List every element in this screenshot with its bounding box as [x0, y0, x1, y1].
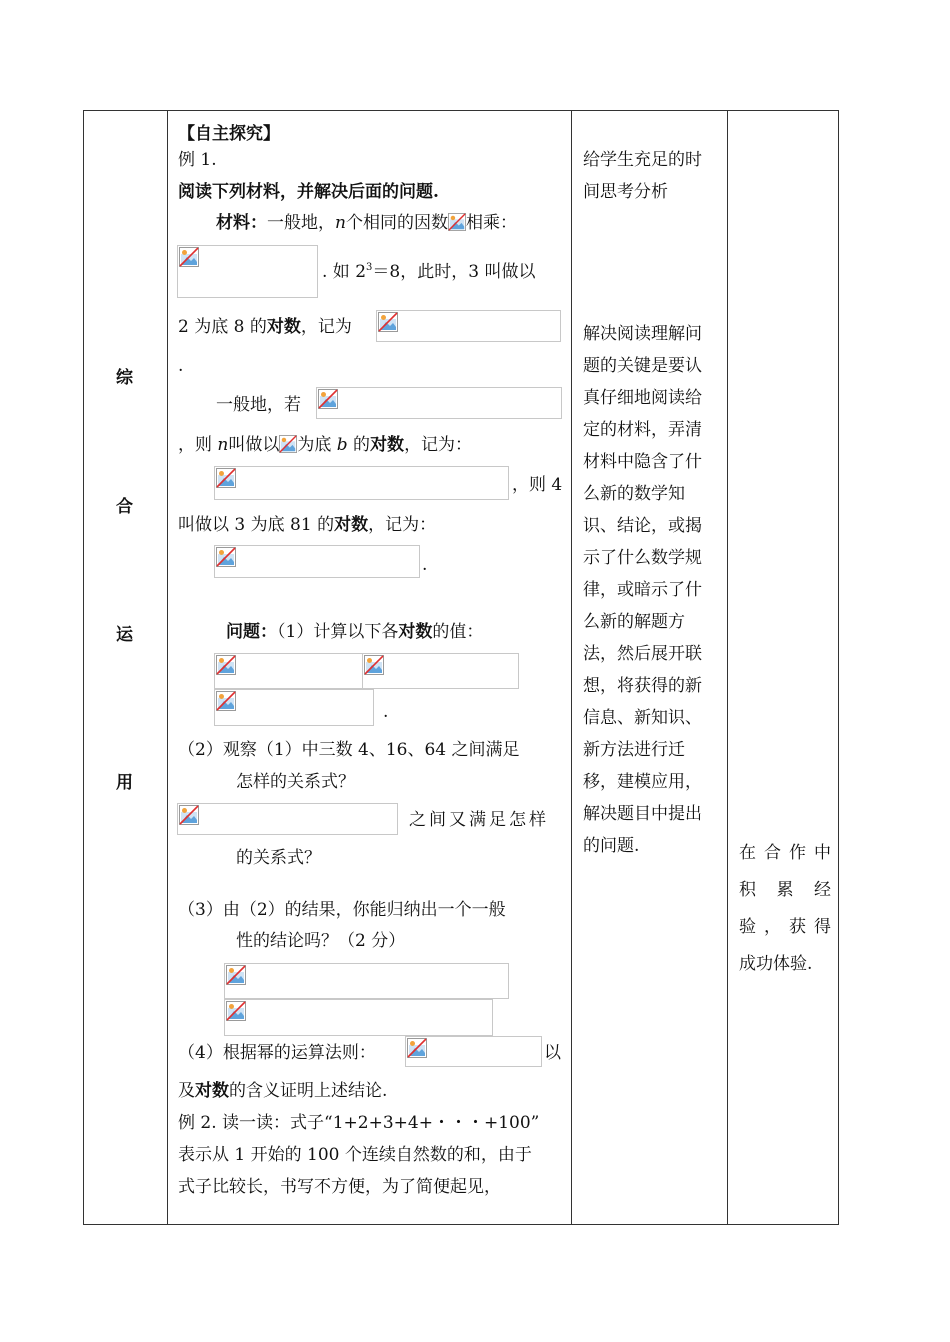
example-1-label: 例 1. — [178, 150, 217, 170]
material-line — [216, 213, 517, 233]
text: 2 为底 8 的 — [178, 317, 267, 337]
text: ，记为 — [300, 317, 352, 337]
section-heading: 【自主探究】 — [178, 124, 280, 144]
bold-term: 对数 — [370, 435, 405, 455]
question-4-line-1: （4）根据幂的运算法则： — [178, 1043, 376, 1063]
note-line: 定的材料，弄清 — [583, 420, 702, 440]
text: ，记为： — [368, 515, 437, 535]
text: 相乘： — [465, 213, 517, 233]
material-line-6 — [178, 435, 472, 455]
section-label-char: 综 — [116, 368, 133, 388]
broken-image-icon — [279, 435, 297, 453]
period: . — [178, 356, 184, 376]
section-label-char: 合 — [116, 497, 133, 517]
period: . — [383, 702, 389, 722]
example-2-line-3: 式子比较长，书写不方便，为了简便起见， — [178, 1177, 501, 1197]
broken-image-icon — [448, 213, 466, 231]
note-line: 成功体验. — [739, 954, 813, 974]
note-line: 验，获得 — [739, 917, 831, 937]
broken-image-icon — [226, 965, 246, 985]
question-4-line-2 — [178, 1081, 387, 1101]
period: . — [422, 555, 428, 575]
variable-n: n — [335, 213, 346, 233]
text: 叫做以 3 为底 81 的 — [178, 515, 335, 535]
note-line: 么新的解题方 — [583, 612, 685, 632]
note-line: 给学生充足的时 — [583, 150, 702, 170]
broken-image-icon — [179, 247, 199, 267]
material-line-5: 一般地，若 — [216, 395, 301, 415]
text: 及 — [178, 1081, 195, 1101]
formula-image-placeholder — [316, 387, 562, 419]
text: 为底 — [297, 435, 337, 455]
teaching-note-1 — [583, 144, 723, 208]
superscript: 3 — [366, 262, 373, 273]
broken-image-icon — [318, 389, 338, 409]
text: ＝8，此时，3 叫做以 — [372, 262, 536, 282]
formula-image-placeholder — [214, 545, 420, 578]
note-line: 题的关键是要认 — [583, 356, 702, 376]
question-2-line-1: （2）观察（1）中三数 4、16、64 之间满足 — [178, 740, 520, 760]
question-3-line-2: 性的结论吗？（2 分） — [236, 931, 406, 951]
bold-term: 对数 — [266, 317, 301, 337]
material-line-8 — [178, 515, 436, 535]
broken-image-icon — [216, 547, 236, 567]
note-line: 解决题目中提出 — [583, 804, 702, 824]
text: ，记为： — [404, 435, 473, 455]
text: 的值： — [432, 622, 484, 642]
text: （1）计算以下各 — [277, 622, 399, 642]
note-line: 间思考分析 — [583, 182, 668, 202]
broken-image-icon — [216, 655, 236, 675]
text: 的含义证明上述结论. — [229, 1081, 388, 1101]
formula-image-placeholder — [177, 803, 398, 835]
material-line-7: ，则 4 — [512, 475, 563, 495]
formula-image-placeholder — [362, 653, 519, 689]
text: 的 — [347, 435, 371, 455]
variable-b: b — [336, 435, 348, 455]
formula-image-placeholder — [405, 1036, 542, 1067]
note-line: 信息、新知识、 — [583, 708, 702, 728]
example-2-line-2: 表示从 1 开始的 100 个连续自然数的和，由于 — [178, 1145, 532, 1165]
note-line: 想，将获得的新 — [583, 676, 702, 696]
broken-image-icon — [407, 1038, 427, 1058]
broken-image-icon — [226, 1001, 246, 1021]
text: 一般地， — [267, 213, 335, 233]
question-2-line-4: 的关系式？ — [236, 848, 321, 868]
section-label-char: 用 — [116, 773, 133, 793]
broken-image-icon — [378, 312, 398, 332]
formula-image-placeholder — [224, 963, 509, 999]
formula-image-placeholder — [224, 999, 493, 1036]
bold-term: 对数 — [398, 622, 433, 642]
example-1-instruction: 阅读下列材料，并解决后面的问题. — [178, 182, 439, 202]
text: . 如 2 — [322, 262, 367, 282]
question-label: 问题： — [226, 622, 277, 642]
note-line: 移，建模应用， — [583, 772, 702, 792]
note-line: 新方法进行迁 — [583, 740, 685, 760]
question-2-line-3: 之间又满足怎样 — [409, 810, 549, 830]
formula-image-placeholder — [177, 245, 318, 298]
question-4-tail: 以 — [544, 1043, 561, 1063]
broken-image-icon — [216, 468, 236, 488]
note-line: 的问题. — [583, 836, 640, 856]
variable-n: n — [217, 435, 229, 455]
note-line: 法，然后展开联 — [583, 644, 702, 664]
broken-image-icon — [179, 805, 199, 825]
note-line: 材料中隐含了什 — [583, 452, 702, 472]
section-label-char: 运 — [116, 625, 133, 645]
note-line: 真仔细地阅读给 — [583, 388, 702, 408]
formula-image-placeholder — [214, 653, 363, 689]
bold-term: 对数 — [195, 1081, 229, 1101]
note-line: 示了什么数学规 — [583, 548, 702, 568]
text: 个相同的因数 — [345, 213, 448, 233]
bold-term: 对数 — [334, 515, 369, 535]
formula-image-placeholder — [214, 689, 374, 726]
note-line: 积 累 经 — [739, 880, 831, 900]
note-line: 律，或暗示了什 — [583, 580, 702, 600]
question-1 — [226, 622, 483, 642]
column-divider — [167, 111, 168, 1224]
formula-image-placeholder — [376, 310, 561, 342]
student-activity-note — [739, 835, 831, 983]
note-line: 在合作中 — [739, 843, 831, 863]
column-divider — [727, 111, 728, 1224]
formula-image-placeholder — [214, 466, 509, 500]
question-3-line-1: （3）由（2）的结果，你能归纳出一个一般 — [178, 900, 506, 920]
material-line-3 — [178, 317, 352, 337]
text: ，则 — [178, 435, 218, 455]
note-line: 解决阅读理解问 — [583, 324, 702, 344]
question-2-line-2: 怎样的关系式？ — [236, 772, 355, 792]
material-line-2 — [322, 262, 535, 285]
broken-image-icon — [216, 691, 236, 711]
note-line: 识、结论，或揭 — [583, 516, 702, 536]
example-2-line-1: 例 2. 读一读：式子“1+2+3+4+・・・+100” — [178, 1113, 540, 1133]
text: 叫做以 — [228, 435, 280, 455]
broken-image-icon — [364, 655, 384, 675]
material-label: 材料： — [216, 213, 267, 233]
teaching-note-2 — [583, 318, 723, 862]
column-divider — [571, 111, 572, 1224]
note-line: 么新的数学知 — [583, 484, 685, 504]
